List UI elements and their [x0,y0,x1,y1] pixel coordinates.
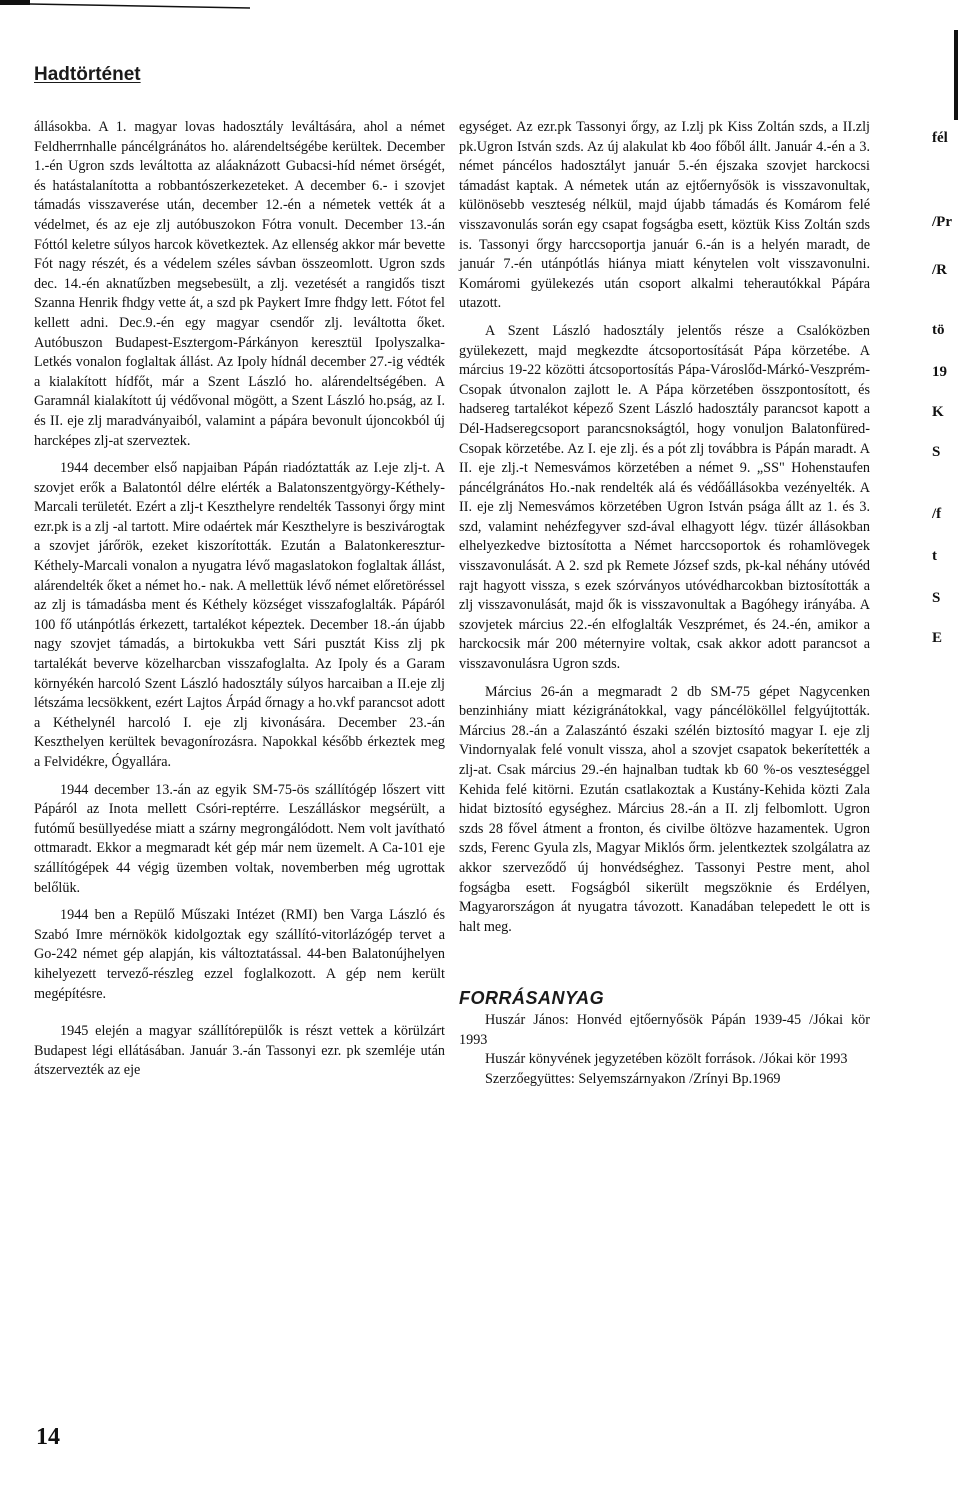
sources-heading: FORRÁSANYAG [459,988,605,1009]
section-title: Hadtörténet [34,64,141,85]
left-column [34,118,445,1081]
right-column [459,118,870,1089]
bleed-fragment: S [932,590,941,606]
adjacent-page-bleed [926,0,960,1505]
bleed-fragment: tö [932,322,945,338]
page-number: 14 [36,1424,60,1450]
source-item: Huszár könyvének jegyzetében közölt források. /Jókai kör 1993 [485,1051,848,1068]
source-item: Huszár János: Honvéd ejtőernyősök Pápán 1939-45 /Jókai kör 1993 [459,1011,870,1048]
paragraph: 1944 ben a Repülő Műszaki Intézet (RMI) ben Varga László és Szabó Imre mérnökök kidolgoztak egy szállító-vitorlázógép tervet a Go-242 német gép alapján, kis változtatással. 44-ben Balatonújhelyen kihelyezett tervező-részleg ezzel foglalkozott. A gép nem került megépítésre. [34,907,445,1002]
bleed-fragment: K [932,404,944,420]
bleed-fragment: S [932,444,941,460]
bleed-fragment: fél [932,130,948,146]
bleed-fragment: /R [932,262,947,278]
source-item: Szerzőegyüttes: Selyemszárnyakon /Zrínyi Bp.1969 [485,1070,781,1087]
bleed-fragment: /f [932,506,942,522]
bleed-fragment: E [932,630,943,646]
bleed-fragment: t [932,548,937,564]
top-edge-line [0,0,960,14]
paragraph: Március 26-án a megmaradt 2 db SM-75 gépet Nagycenken benzinhiány miatt kézigránátokkal, vagy páncélököllel felgyújtották. Március 28.-án a Zalaszántó északi szélén biztosító magyar I. eje zlj Vindornyalak felé vonult vissza, ahol a szovjet csapatok bekerítették a zlj-at. Csak március 29.-én hajnalban tudtak kb 60 %-os veszteséggel Kehida felé kitörni. Ezután csatlakoztak a Kustány-Kehida közti Zala hidat biztosító egységhez. Március 28.-án a II. zlj felbomlott. Ugron szds 28 fővel átment a fronton, és civilbe öltözve hazamentek. Ugron szds, Ferenc Gyula zls, Magyar Miklós őrm. jelentkeztek szolgálatra az akkor szerveződő új honvédséghez. Tassonyi Pestre ment, ahol fogságba esett. Fogságból sikerült megszöknie és Erdélyen, Magyarországon át nyugatra távozott. Kanadában telepedett le ott is halt meg. [459,683,870,935]
paragraph: 1945 elején a magyar szállítórepülők is részt vettek a körülzárt Budapest légi ellátásában. Január 3.-án Tassonyi ezr. pk szemléje után átszervezték az eje [34,1023,445,1079]
bleed-fragment: 19 [932,364,947,380]
paragraph: egységet. Az ezr.pk Tassonyi őrgy, az I.zlj pk Kiss Zoltán szds, a II.zlj pk.Ugron István szds. Az új alakulat kb 4oo főből állt. Január 4.-én a 3. német páncélos hadosztályt január 5.-én éjszaka szovjet harckocsi támadást kaptak. A németek után az ejtőernyősök is visszavonultak, különösebb veszteség nélkül, majd újabb támadás és Komárom felé visszavonulás során egy csapat fogságba esett, köztük Kiss Zoltán szds is. Tassonyi őrgy harccsoportja január 6.-án is a helyén maradt, de január 7.-én utánpótlás hiánya miatt kénytelen volt visszavonulni. Komáromi gyülekezés után csoport alkalmi teherautókkal Pápára utazott. [459,119,870,312]
edge-bar [954,30,958,120]
bleed-fragment: /Pr [932,214,952,230]
paragraph: A Szent László hadosztály jelentős része a Csalóközben gyülekezett, majd megkezdte átcsoportosítását Pápa körzetébe. A március 19-22 közötti átcsoportosítás Pápa-Városlőd-Márkó-Veszprém-Csopak útvonalon zajlott le. A Pápa körzetében összpontosított, és hadsereg tartalékot képező Szent László hadosztály parancsot kapott a Dél-Hadseregcsoport parancsnokságtól, hogy vonuljon Balatonfüred-Csopak körzetébe. Az I. eje zlj. és a pót zlj továbbra is Pápán maradt. A II. eje zlj.-t Nemesvámos körzetében a német 9. „SS" Hohenstaufen páncélgránátos Ho.-nak rendelték alá és védőállásokba vezényelték. A II. eje zlj Nemesvámos körzetében Ugron István psága állt az 1. és 3. szd, valamint nehézfegyver szd-ával elhagyott légv. tüzér állásokban elhelyezkedve biztosította a Német harccsoportok és rohamlövegek visszavonulását. A 2. szd pk Remete József szds, pk-kal néhány utóvéd rajt hagyott vissza, s ezek szórványos utóvédharcokban biztosították a zlj visszavonulását, majd ők is visszavonultak a Bagóhegy irányába. A szovjetek március 22.-én elfoglalták Veszprémet, és 24.-én, amikor a harckocsik már 200 méternyire voltak, csak akkor adott parancsot a visszavonulásra Ugron szds. [459,322,870,673]
paragraph: 1944 december 13.-án az egyik SM-75-ös szállítógép lőszert vitt Pápáról az Inota mellett Csóri-reptérre. Leszálláskor megsérült, a futómű besüllyedése miatt a szárny megrongálódott. Nem volt javítható ottmaradt. Ekkor a megmaradt két gép már nem üzemelt. A Ca-101 eje szállítógépek 44 végig üzemben voltak, novemberben még ugrottak belőlük. [34,781,445,896]
paragraph: 1944 december első napjaiban Pápán riadóztatták az I.eje zlj-t. A szovjet erők a Balatontól délre elérték a Balatonszentgyörgy-Kéthely-Marcali területét. Ezért a zlj-t Keszthelyre rendelték Tassonyi őrgy mint ezr.pk is a zlj -al tartott. Mire odaértek már Keszthelyre is beszivárogtak a szovjet járőrök, ezeket kiszorították. Ezután a Balatonkeresztur-Kéthely-Marcali vonalon a nyugatra lévő magaslatokon foglaltak állást, alárendelték őket a német ho.- nak. A mellettük lévő német előretöréssel az zlj is támadásba ment és Kéthely községet visszafoglalták. Pápáról 100 fő utánpótlás érkezett, tartalékot képeztek. December 18.-án újabb nagy szovjet támadás, a birtokukba vett Sári pusztát Kiss zlj pk tartalékát beverve közelharcban visszafoglalta. Az Ipoly és a Garam környékén harcoló Szent László hadosztály súlyos harcaiban a II.eje zlj létszáma lecsökkent, ezért Lajtos Árpád őrnagy a ho.vkf parancsot adott a Kéthelynél harcoló I. eje zlj kivonására. December 23.-án Keszthelyen kerültek bevagonírozásra. Napokkal később érkeztek meg a Felvidékre, Ógyallára. [34,460,445,770]
paragraph: állásokba. A 1. magyar lovas hadosztály leváltására, ahol a német Feldherrnhalle páncélgránátos ho. alárendeltségébe kerültek. December 1.-én Ugron szds leváltotta az aláaknázott Gubacsi-híd német örségét, és hatástalanította a robbantószerkezeteket. A december 6.- i szovjet támadás visszaverése után, december 12.-én a németek vették át a védelmet, és az eje zlj autóbuszokon Fótra vonult. December 13.-án Fóttól keletre súlyos harcok következtek. Az ellenség akkor már bevette Fót nagy részét, és a védelem széles sávban összeomlott. Ugron szds dec. 14.-én aknatűzben megsebesült, a zlj. vezetését a rangidős tiszt Szanna Henrik fhdgy vette át, a szd pk Paykert Imre fhdgy lett. Fótot fel kellett adni. Dec.9.-én egy magyar csendőr zlj. leváltotta őket. Autóbuszon Budapest-Esztergom-Párkányon keresztül Ipolyszalka-Letkés vonalon foglaltak állást. Az Ipoly hídnál december 27.-ig védték a kialakított hídfőt, már a Szent László ho. alárendeltségében. A Garamnál kialakított új védővonal mögött, a Szent László ho.pság, az I. és II. eje zlj maradványaiból, valamint a pápára bevonult újoncokból új harcképes zlj-at szerveztek. [34,119,445,449]
